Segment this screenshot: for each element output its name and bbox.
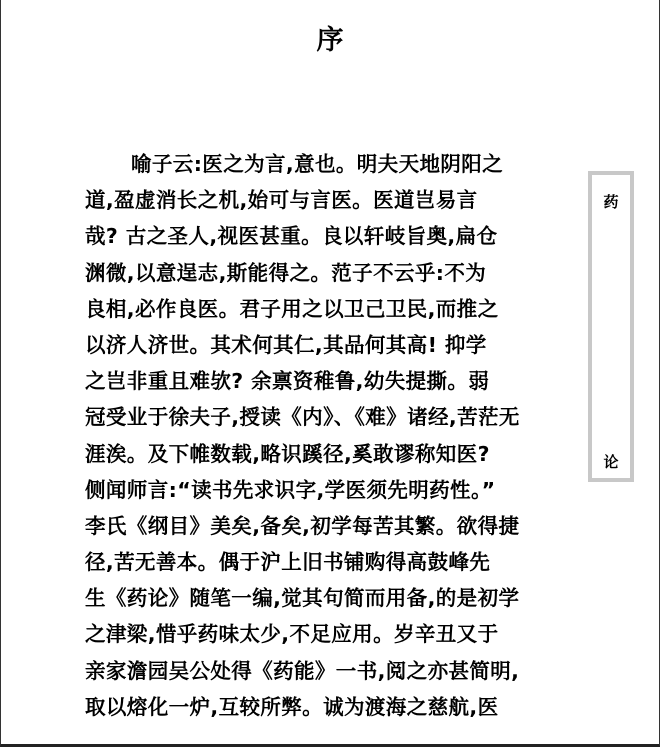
text-line: 冠受业于徐夫子,授读《内》、《难》诸经,苦茫无 — [85, 405, 520, 430]
text-line: 道,盈虚消长之机,始可与言医。医道岂易言 — [85, 188, 478, 213]
text-line: 以济人济世。其术何其仁,其品何其高! 抑学 — [85, 332, 487, 357]
text-line: 生《药论》随笔一编,觉其句简而用备,的是初学 — [85, 586, 520, 611]
text-line: 涯涘。及下帷数载,略识蹊径,奚敢谬称知医? — [85, 441, 490, 466]
text-line: 之津梁,惜乎药味太少,不足应用。岁辛丑又于 — [85, 622, 499, 647]
text-line: 良相,必作良医。君子用之以卫己卫民,而推之 — [85, 296, 499, 321]
text-line: 之岂非重且难欤? 余禀资稚鲁,幼失提撕。弱 — [85, 369, 490, 394]
text-line: 李氏《纲目》美矣,备矣,初学每苦其繁。欲得捷 — [85, 513, 520, 538]
side-tab[interactable] — [588, 171, 634, 482]
preface-body — [85, 146, 585, 725]
text-line: 渊微,以意逞志,斯能得之。范子不云乎:不为 — [85, 260, 487, 285]
side-tab-top-char: 药 — [603, 193, 619, 211]
text-line: 取以熔化一炉,互较所弊。诚为渡海之慈航,医 — [85, 694, 499, 719]
text-line: 侧闻师言:“读书先求识字,学医须先明药性。” — [85, 477, 496, 502]
text-line: 亲家澹园吴公处得《药能》一书,阅之亦甚简明, — [85, 658, 520, 683]
text-line: 径,苦无善本。偶于沪上旧书铺购得高鼓峰先 — [85, 550, 491, 575]
page-title: 序 — [316, 25, 346, 56]
side-tab-bottom-char: 论 — [603, 453, 619, 471]
text-line: 哉? 古之圣人,视医甚重。良以轩岐旨奥,扁仓 — [85, 224, 498, 249]
text-line: 喻子云:医之为言,意也。明夫天地阴阳之 — [131, 152, 504, 176]
